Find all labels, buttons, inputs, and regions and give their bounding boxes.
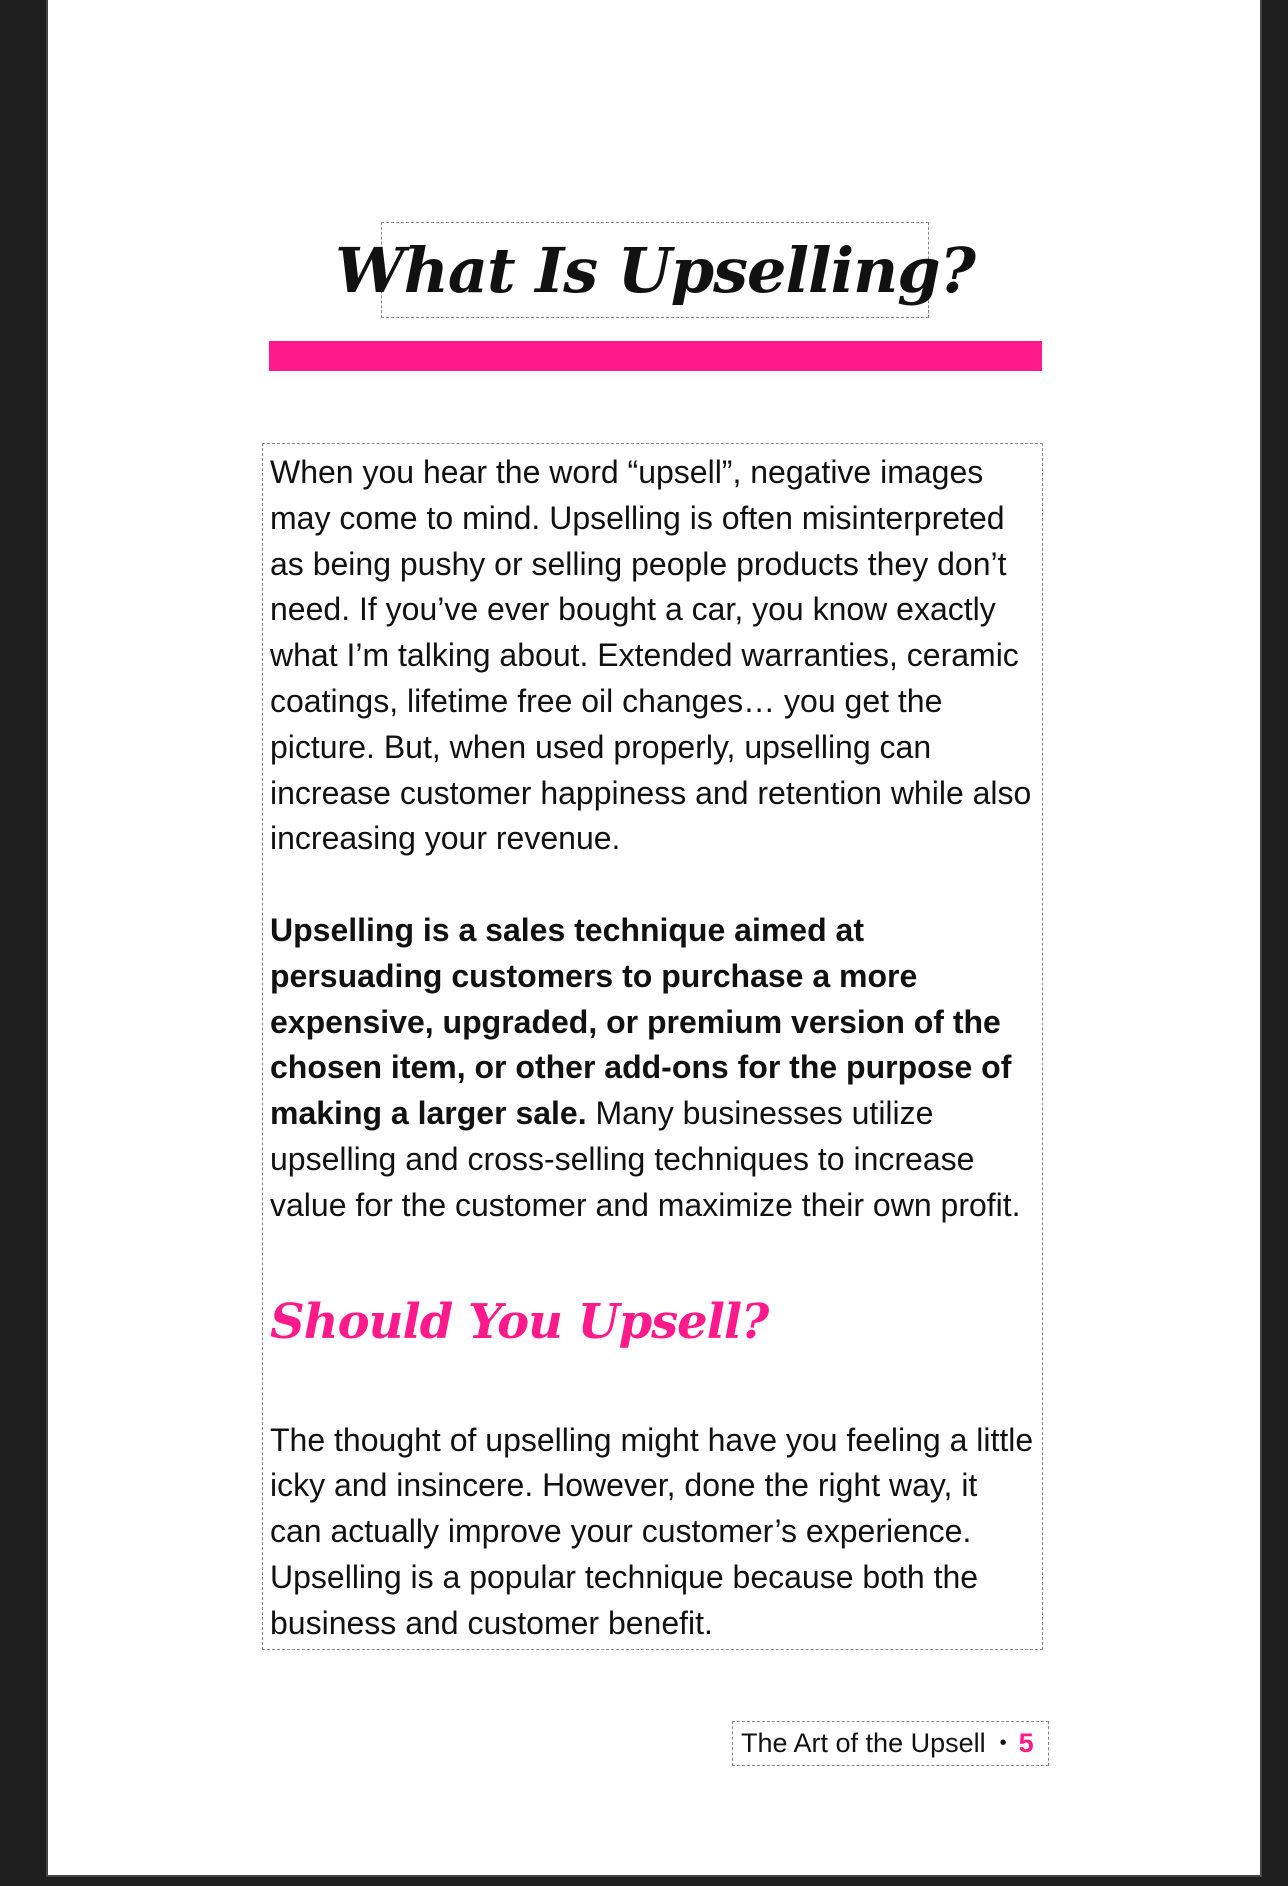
document-page: [48, 0, 1260, 1875]
footer-book-title: The Art of the Upsell: [741, 1728, 986, 1758]
title-frame[interactable]: [335, 222, 975, 318]
closing-paragraph: The thought of upselling might have you feeling a little icky and insincere. However, done the right way, it can actually improve your customer’s experience. Upselling is a popular technique because both the business and customer benefit.: [270, 1421, 1034, 1641]
definition-paragraph: [270, 908, 1036, 1229]
footer-frame[interactable]: [732, 1721, 1049, 1766]
footer-separator: •: [999, 1732, 1007, 1754]
definition-bold-text: Upselling is a sales technique aimed at persuading customers to purchase a more expensive, upgraded, or premium version of the chosen item, or other add-ons for the purpose of making a larger sale.: [270, 911, 1012, 1132]
body-text-frame[interactable]: [262, 443, 1043, 1650]
accent-bar: [269, 341, 1042, 371]
section-subheading: Should You Upsell?: [270, 1293, 769, 1350]
footer-page-number: 5: [1018, 1728, 1034, 1758]
intro-paragraph: When you hear the word “upsell”, negative images may come to mind. Upselling is often misinterpreted as being pushy or selling people products they don’t need. If you’ve ever bought a car, you know exactly what I’m talking about. Extended warranties, ceramic coatings, lifetime free oil changes… you get the picture. But, when used properly, upselling can increase customer happiness and retention while also increasing your revenue.: [270, 454, 1032, 857]
definition-rest-text: Many businesses utilize upselling and cross-selling techniques to increase value for the customer and maximize their own profit.: [270, 1095, 1021, 1223]
page-title: What Is Upselling?: [335, 233, 975, 307]
